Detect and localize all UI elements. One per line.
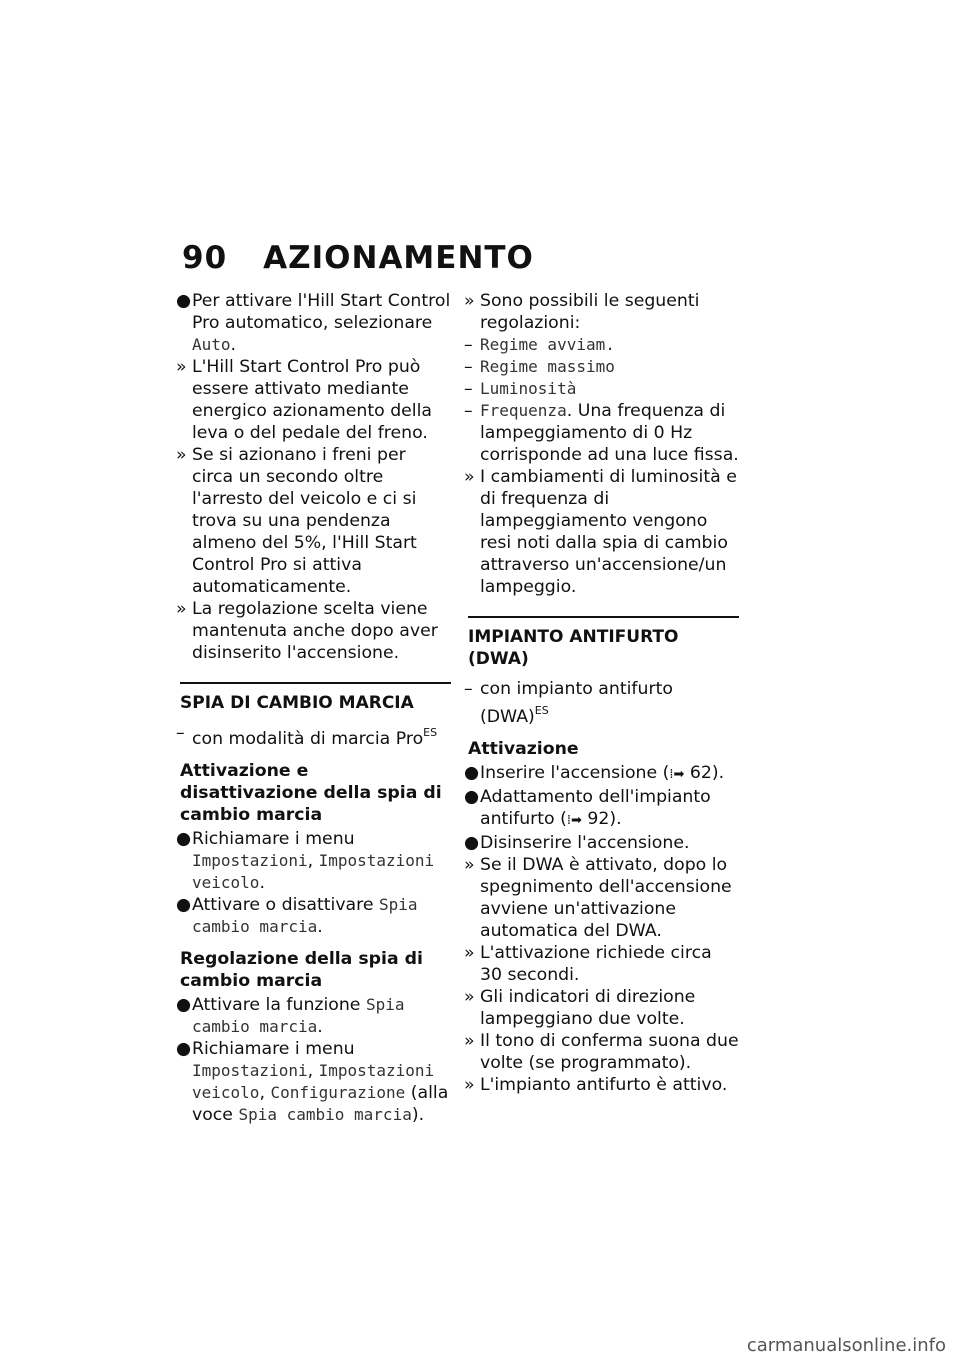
menu-value: Spia cambio marcia xyxy=(238,1105,412,1124)
menu-value: Impostazioni veicolo xyxy=(192,1061,435,1102)
menu-value: Impostazioni xyxy=(192,851,308,870)
page-ref[interactable]: 62 xyxy=(689,763,712,783)
page-ref-arrow-icon: ⁞➡ xyxy=(669,767,685,782)
result-icon: » xyxy=(464,943,475,963)
page-ref[interactable]: 92 xyxy=(587,809,610,829)
result-item: » L'attivazione richiede circa 30 secondi. xyxy=(464,943,712,985)
dash-item xyxy=(464,356,739,378)
result-icon: » xyxy=(464,1031,475,1051)
option-sup: ES xyxy=(423,726,438,739)
bullet-icon: ● xyxy=(464,787,480,807)
subheading: Attivazione e disattivazione della spia di cambio marcia xyxy=(180,761,442,825)
bullet-icon: ● xyxy=(464,763,480,783)
result-icon: » xyxy=(464,291,475,311)
dash-icon: – xyxy=(464,379,473,399)
dash-item xyxy=(464,334,739,356)
left-column xyxy=(176,290,451,1126)
dash-item xyxy=(464,378,739,400)
menu-value: Spia cambio marcia xyxy=(192,995,405,1036)
result-icon: » xyxy=(176,445,187,465)
dash-icon: – xyxy=(176,723,185,743)
bullet-item: ● Disinserire l'accensione. xyxy=(464,833,690,853)
bullet-item: ● Attivare o disattivare Spia cambio marcia. xyxy=(176,895,418,937)
result-item: » Sono possibili le seguenti regolazioni: xyxy=(464,291,700,333)
watermark[interactable]: carmanualsonline.info xyxy=(746,1335,946,1356)
dash-item: – Frequenza. Una frequenza di lampeggiamento di 0 Hz corrisponde ad una luce fissa. xyxy=(464,401,739,465)
page-ref-arrow-icon: ⁞➡ xyxy=(566,813,582,828)
bullet-item: ● Richiamare i menu Impostazioni, Impostazioni veicolo. xyxy=(176,829,435,893)
condition-item: – con modalità di marcia Pro$^{ES}$ xyxy=(176,723,438,749)
menu-value: Luminosità xyxy=(480,379,577,398)
result-item: » L'impianto antifurto è attivo. xyxy=(464,1075,728,1095)
bullet-icon: ● xyxy=(176,895,192,915)
page-header xyxy=(182,240,534,276)
result-item: » Gli indicatori di direzione lampeggiano due volte. xyxy=(464,987,696,1029)
menu-value: Regime massimo xyxy=(480,357,615,376)
result-item: » Se si azionano i freni per circa un secondo oltre l'arresto del veicolo e ci si trova su una pendenza almeno del 5%, l'Hill Start Control Pro si attiva automaticamente. xyxy=(176,445,417,597)
right-column xyxy=(464,290,739,1096)
bullet-item: ● Adattamento dell'impianto antifurto (⁞➡ 92). xyxy=(464,787,711,829)
dash-icon: – xyxy=(464,357,473,377)
result-icon: » xyxy=(464,855,475,875)
subheading: Attivazione xyxy=(468,739,579,759)
result-icon: » xyxy=(464,1075,475,1095)
page-title: AZIONAMENTO xyxy=(263,240,534,276)
menu-value: Impostazioni veicolo xyxy=(192,851,435,892)
bullet-item: ● Per attivare l'Hill Start Control Pro automatico, selezionare Auto. xyxy=(176,291,451,355)
result-item: » I cambiamenti di luminosità e di frequenza di lampeggiamento vengono resi noti dalla spia di cambio attraverso un'accensione/un lampeggio. xyxy=(464,467,737,597)
page-number: 90 xyxy=(182,240,228,276)
dash-icon: – xyxy=(464,401,473,421)
bullet-item: ● Inserire l'accensione (⁞➡ 62). xyxy=(464,763,725,783)
bullet-icon: ● xyxy=(176,829,192,849)
menu-value: Impostazioni xyxy=(192,1061,308,1080)
bullet-icon: ● xyxy=(464,833,480,853)
menu-value: Auto xyxy=(192,335,231,354)
result-icon: » xyxy=(176,357,187,377)
bullet-icon: ● xyxy=(176,1039,192,1059)
condition-item: – con impianto antifurto (DWA)$^{ES}$ xyxy=(464,679,673,727)
section-title: SPIA DI CAMBIO MARCIA xyxy=(180,682,451,714)
dash-icon: – xyxy=(464,335,473,355)
bullet-icon: ● xyxy=(176,995,192,1015)
result-item: » L'Hill Start Control Pro può essere attivato mediante energico azionamento della leva o del pedale del freno. xyxy=(176,357,432,443)
result-icon: » xyxy=(464,987,475,1007)
menu-value: Frequenza xyxy=(480,401,567,420)
result-icon: » xyxy=(176,599,187,619)
result-item: » Il tono di conferma suona due volte (se programmato). xyxy=(464,1031,739,1073)
bullet-icon: ● xyxy=(176,291,192,311)
menu-value: Spia cambio marcia xyxy=(192,895,418,936)
result-icon: » xyxy=(464,467,475,487)
result-item: » Se il DWA è attivato, dopo lo spegnimento dell'accensione avviene un'attivazione automatica del DWA. xyxy=(464,855,732,941)
menu-value: Regime avviam. xyxy=(480,335,615,354)
result-item: » La regolazione scelta viene mantenuta anche dopo aver disinserito l'accensione. xyxy=(176,599,438,663)
bullet-item: ● Attivare la funzione Spia cambio marcia. xyxy=(176,995,405,1037)
section-title: IMPIANTO ANTIFURTO (DWA) xyxy=(468,616,739,670)
option-sup: ES xyxy=(534,704,549,717)
menu-value: Configurazione xyxy=(270,1083,406,1102)
bullet-item: ● Richiamare i menu Impostazioni, Impostazioni veicolo, Configurazione (alla voce Spia cambio marcia). xyxy=(176,1039,449,1125)
subheading: Regolazione della spia di cambio marcia xyxy=(180,949,423,991)
dash-icon: – xyxy=(464,679,473,699)
